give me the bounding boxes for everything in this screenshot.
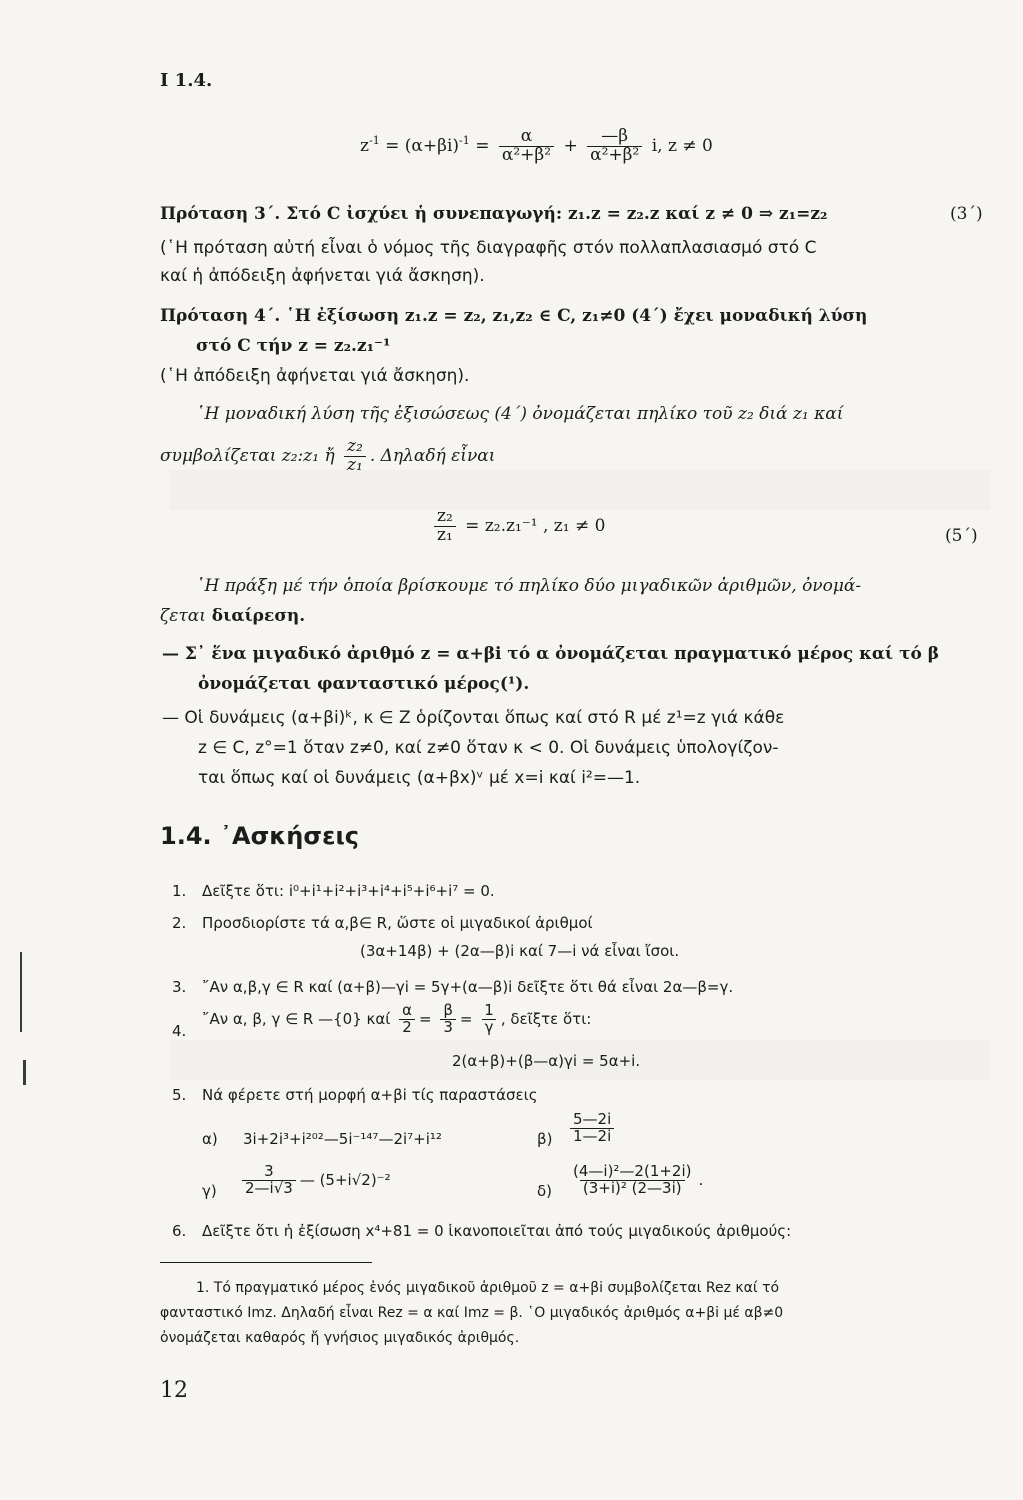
bullet-powers: z ∈ C, z°=1 ὅταν z≠0, καί z≠0 ὅταν κ < 0. Οἱ δυνάμεις ὑπολογίζον-	[198, 738, 779, 758]
proposition-3	[160, 204, 827, 224]
fraction-denominator: z₁	[344, 456, 366, 475]
fraction-numerator: α	[402, 1001, 412, 1019]
proposition-text: στό C τήν z = z₂.z₁⁻¹	[196, 336, 391, 356]
fraction-numerator: 3	[264, 1162, 274, 1180]
exercise-text: ῎Αν α, β, γ ∈ R —{0} καί $\frac{\alpha}{2}$ = $\frac{\beta}{3}$ = $\frac{1}{\gamma}$ , δεῖξτε ὅτι:	[202, 1001, 592, 1036]
subexercise-expression: 3i+2i³+i²⁰²—5i⁻¹⁴⁷—2i⁷+i¹²	[243, 1130, 442, 1148]
proposition-note: (῾Η ἀπόδειξη ἀφήνεται γιά ἄσκηση).	[160, 366, 470, 386]
footnote-text: 1. Τό πραγματικό μέρος ἑνός μιγαδικοῦ ἀριθμοῦ z = α+βi συμβολίζεται Rez καί τό	[196, 1280, 780, 1296]
fraction-numerator: z₂	[437, 506, 453, 526]
proposition-4	[160, 306, 867, 326]
text-span: , δεῖξτε ὅτι:	[500, 1009, 592, 1028]
proposition-note: (῾Η πρόταση αὐτή εἶναι ὁ νόμος τῆς διαγραφῆς στόν πολλαπλασιασμό στό C	[160, 238, 817, 258]
exercise-number: 5.	[172, 1086, 187, 1104]
text-span: ζεται	[160, 606, 206, 626]
fraction	[434, 508, 456, 545]
text-span: ῎Αν α, β, γ ∈ R —{0} καί	[202, 1009, 391, 1028]
formula-sup: -1	[368, 134, 380, 148]
exercise-text: (3α+14β) + (2α—β)i καί 7—i νά εἶναι ἴσοι.	[360, 942, 680, 960]
bullet-powers: ται ὅπως καί οἱ δυνάμεις (α+βx)ᵛ μέ x=i καί i²=—1.	[198, 768, 641, 788]
margin-mark	[23, 1060, 26, 1085]
fraction-numerator: (4—i)²—2(1+2i)	[573, 1162, 692, 1180]
fraction-numerator: —β	[601, 126, 629, 146]
fraction-denominator: α²+β²	[499, 146, 554, 165]
fraction	[570, 1112, 614, 1145]
fraction	[570, 1164, 695, 1197]
term-bold: διαίρεση.	[205, 606, 306, 626]
exercise-text: Δεῖξτε ὅτι ἡ ἐξίσωση x⁴+81 = 0 ἱκανοποιεῖται ἀπό τούς μιγαδικούς ἀριθμούς:	[202, 1222, 792, 1240]
fraction-denominator: z₁	[434, 526, 456, 545]
formula-sup: -1	[459, 134, 470, 148]
quotient-definition: ῾Η μοναδική λύση τῆς ἐξισώσεως (4΄) ὀνομάζεται πηλίκο τοῦ z₂ διά z₁ καί	[196, 404, 844, 424]
fraction-denominator: (3+i)² (2—3i)	[580, 1180, 685, 1197]
text-span: . Δηλαδή εἶναι	[369, 445, 496, 466]
exercise-number: 3.	[172, 978, 187, 996]
proposition-title: Πρόταση 3΄.	[160, 204, 281, 224]
proposition-title: Πρόταση 4΄.	[160, 306, 281, 326]
bleed-through-band	[170, 470, 990, 510]
formula-inverse	[360, 128, 713, 165]
fraction-numerator: β	[443, 1001, 453, 1019]
formula-text: +	[563, 135, 584, 156]
fraction	[499, 128, 554, 165]
proposition-note: καί ἡ ἀπόδειξη ἀφήνεται γιά ἄσκηση).	[160, 266, 485, 286]
division-definition: ῾Η πράξη μέ τήν ὁποία βρίσκουμε τό πηλίκο δύο μιγαδικῶν ἀριθμῶν, ὀνομά-	[196, 576, 862, 596]
equation-label: (5΄)	[945, 526, 978, 546]
subexercise-label: δ)	[537, 1182, 553, 1200]
fraction	[440, 1003, 456, 1036]
formula-text: = z₂.z₁⁻¹ , z₁ ≠ 0	[459, 515, 606, 536]
fraction	[399, 1003, 415, 1036]
subexercise-label: γ)	[202, 1182, 217, 1200]
section-heading: 1.4. ᾽Ασκήσεις	[160, 822, 360, 850]
proposition-text: Στό C ἰσχύει ἡ συνεπαγωγή: z₁.z = z₂.z καί z ≠ 0 ⇒ z₁=z₂	[280, 204, 828, 224]
subexercise-expression	[566, 1164, 703, 1197]
fraction-numerator: α	[520, 126, 533, 146]
footnote-text: φανταστικό Imz. Δηλαδή εἶναι Rez = α καί Imz = β. ῾Ο μιγαδικός ἀριθμός α+βi μέ αβ≠0	[160, 1305, 784, 1321]
exercise-number: 2.	[172, 914, 187, 932]
fraction-denominator: 2	[399, 1019, 415, 1036]
subexercise-label: α)	[202, 1130, 218, 1148]
fraction-denominator: γ	[482, 1019, 497, 1036]
fraction	[481, 1003, 497, 1036]
exercise-number: 1.	[172, 882, 187, 900]
fraction-denominator: α²+β²	[587, 146, 642, 165]
exercise-number: 6.	[172, 1222, 187, 1240]
exercise-text: Νά φέρετε στή μορφή α+βi τίς παραστάσεις	[202, 1086, 538, 1104]
formula-text: = (α+βi)	[379, 135, 460, 156]
fraction-denominator: 1—2i	[570, 1128, 614, 1145]
subexercise-expression	[566, 1112, 618, 1145]
exercise-number: 4.	[172, 1022, 187, 1040]
exercise-text: 2(α+β)+(β—α)γi = 5α+i.	[452, 1052, 641, 1070]
fraction-numerator: 5—2i	[573, 1110, 612, 1128]
fraction	[242, 1164, 296, 1197]
fraction	[344, 438, 366, 475]
exercise-text: ῎Αν α,β,γ ∈ R καί (α+β)—γi = 5γ+(α—β)i δεῖξτε ὅτι θά εἶναι 2α—β=γ.	[202, 978, 734, 996]
division-definition	[160, 606, 305, 626]
bullet-real-part: ὀνομάζεται φανταστικό μέρος(¹).	[198, 674, 530, 694]
proposition-text: ῾Η ἐξίσωση z₁.z = z₂, z₁,z₂ ∈ C, z₁≠0 (4΄) ἔχει μοναδική λύση	[280, 306, 868, 326]
fraction-denominator: 3	[440, 1019, 456, 1036]
exercise-text: Δεῖξτε ὅτι: i⁰+i¹+i²+i³+i⁴+i⁵+i⁶+i⁷ = 0.	[202, 882, 495, 900]
quotient-definition	[160, 438, 495, 475]
subexercise-expression	[238, 1164, 391, 1197]
text-span: συμβολίζεται z₂:z₁ ἤ	[160, 445, 335, 466]
equation-label: (3΄)	[950, 204, 983, 224]
margin-mark	[20, 952, 22, 1032]
fraction-numerator: 1	[484, 1001, 494, 1019]
fraction	[587, 128, 642, 165]
formula-5	[430, 508, 605, 545]
fraction-denominator: 2—i√3	[242, 1180, 296, 1197]
subexercise-label: β)	[537, 1130, 553, 1148]
exercise-text: Προσδιορίστε τά α,β∈ R, ὥστε οἱ μιγαδικοί ἀριθμοί	[202, 914, 593, 932]
formula-text: i, z ≠ 0	[651, 135, 713, 156]
text-span: — (5+i√2)⁻²	[299, 1170, 391, 1189]
formula-text: z	[360, 135, 369, 156]
bullet-powers: — Οἱ δυνάμεις (α+βi)ᵏ, κ ∈ Z ὁρίζονται ὅπως καί στό R μέ z¹=z γιά κάθε	[162, 708, 785, 728]
section-label: I 1.4.	[160, 70, 213, 91]
text-span: .	[698, 1170, 704, 1189]
bullet-real-part: — Σ᾽ ἕνα μιγαδικό ἀριθμό z = α+βi τό α ὀνομάζεται πραγματικό μέρος καί τό β	[162, 644, 940, 664]
footnote-rule	[160, 1262, 372, 1263]
footnote-text: ὀνομάζεται καθαρός ἤ γνήσιος μιγαδικός ἀριθμός.	[160, 1330, 520, 1346]
formula-text: =	[469, 135, 495, 156]
page-number: 12	[160, 1378, 188, 1403]
fraction-numerator: z₂	[347, 436, 363, 456]
